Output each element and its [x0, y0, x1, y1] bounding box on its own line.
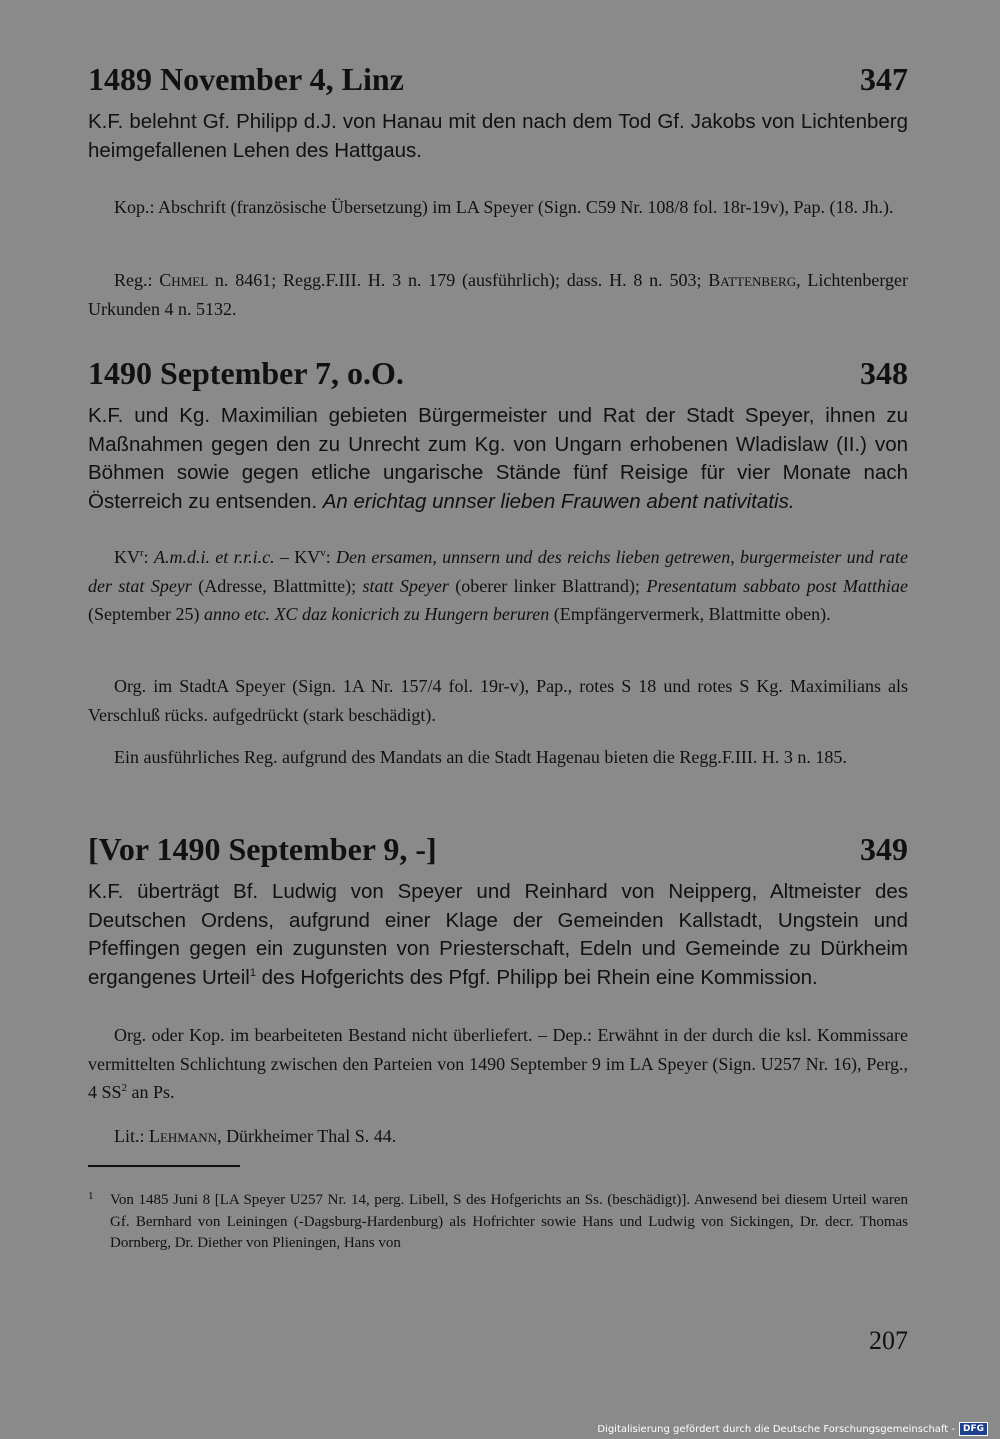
regest-note: Reg.: Chmel n. 8461; Regg.F.III. H. 3 n. 179 (ausführlich); dass. H. 8 n. 503; Battenberg, Lichtenberger Urkunden 4 n. 5132. [88, 270, 909, 319]
literature-note: Lit.: Lehmann, Dürkheimer Thal S. 44. [114, 1126, 397, 1146]
copy-note: Kop.: Abschrift (französische Übersetzung) im LA Speyer (Sign. C59 Nr. 108/8 fol. 18r-19v), Pap. (18. Jh.). [114, 197, 894, 217]
footnote-text: Von 1485 Juni 8 [LA Speyer U257 Nr. 14, perg. Libell, S des Hofgerichts an Ss. (beschädigt)]. Anwesend bei diesem Urteil waren Gf. Bernhard von Leiningen (-Dagsburg-Hardenburg) als Hofrichter sowie Hans und Ludwig von Sickingen, Dr. decr. Thomas Dornberg, Dr. Diether von Plieningen, Hans von [110, 1192, 908, 1251]
footnote [88, 1190, 908, 1255]
entry-heading [88, 354, 908, 392]
funding-text: Digitalisierung gefördert durch die Deutsche Forschungsgemeinschaft - [597, 1423, 955, 1435]
dorsal-note: $KV^r$: A.m.d.i. et r.r.i.c. – $KV^v$: Den ersamen, unnsern und des reichs lieben getrewen, burgermeister und rate der stat Speyr (Adresse, Blattmitte); statt Speyer (oberer linker Blattrand); Presentatum sabbato post Matthiae (September 25) anno etc. XC daz konicrich zu Hungern beruren (Empfängervermerk, Blattmitte oben). [88, 547, 908, 624]
entry-number: 347 [860, 61, 908, 97]
entry-heading [88, 830, 908, 868]
page-number: 207 [869, 1326, 908, 1355]
footnote-mark: 1 [88, 1190, 94, 1202]
dfg-logo: DFG [959, 1422, 988, 1436]
entry-date-place: 1490 September 7, o.O. [88, 355, 404, 391]
footnote-ref: 1 [249, 966, 256, 979]
funding-note [597, 1422, 988, 1436]
entry-summary: K.F. belehnt Gf. Philipp d.J. von Hanau mit den nach dem Tod Gf. Jakobs von Lichtenberg heimgefallenen Lehen des Hattgaus. [88, 110, 908, 162]
original-note: Org. im StadtA Speyer (Sign. 1A Nr. 157/4 fol. 19r-v), Pap., rotes S 18 und rotes S Kg. Maximilians als Verschluß rücks. aufgedrückt (stark beschädigt). [88, 676, 908, 725]
entry-summary: K.F. überträgt Bf. Ludwig von Speyer und Reinhard von Neipperg, Altmeister des Deutschen Ordens, aufgrund einer Klage der Gemeinden Kallstadt, Ungstein und Pfeffingen gegen ein zugunsten von Priesterschaft, Edeln und Gemeinde zu Dürkheim ergangenes Urteil$^1$ des Hofgerichts des Pfgf. Philipp bei Rhein eine Kommission. [88, 880, 908, 989]
regest-note: Ein ausführliches Reg. aufgrund des Mandats an die Stadt Hagenau bieten die Regg.F.III. H. 3 n. 185. [114, 747, 847, 767]
entry-number: 348 [860, 355, 908, 391]
entry-date-place: [Vor 1490 September 9, -] [88, 831, 437, 867]
entry-heading [88, 60, 908, 98]
entry-date-place: 1489 November 4, Linz [88, 61, 404, 97]
entry-summary: K.F. und Kg. Maximilian gebieten Bürgermeister und Rat der Stadt Speyer, ihnen zu Maßnahmen gegen den zu Unrecht zum Kg. von Ungarn erhobenen Wladislaw (II.) von Böhmen sowie gegen etliche ungarische Stände fünf Reisige für vier Monate nach Österreich zu entsenden. An erichtag unnser lieben Frauwen abent nativitatis. [88, 404, 908, 513]
footnote-divider [88, 1165, 240, 1167]
entry-number: 349 [860, 831, 908, 867]
original-note: Org. oder Kop. im bearbeiteten Bestand nicht überliefert. – Dep.: Erwähnt in der durch die ksl. Kommissare vermittelten Schlichtung zwischen den Parteien von 1490 September 9 im LA Speyer (Sign. U257 Nr. 16), Perg., 4 $SS^2$ an Ps. [88, 1025, 908, 1102]
